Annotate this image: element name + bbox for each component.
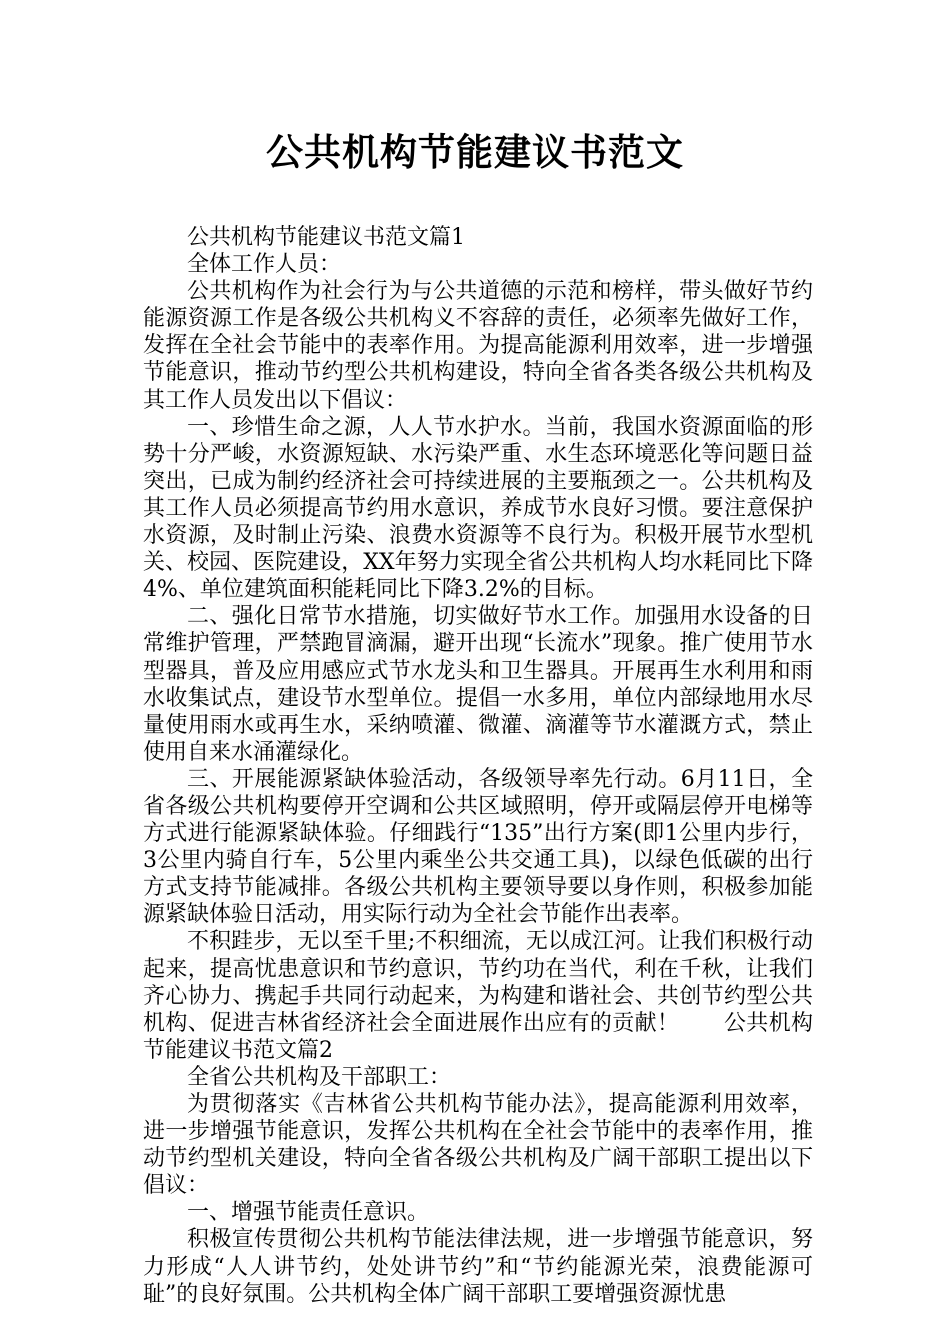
paragraph-intro-2: 为贯彻落实《吉林省公共机构节能办法》，提高能源利用效率，进一步增强节能意识，发挥公共机构在全社会节能中的表率作用，推动节约型机关建设，特向全省各级公共机构及广阔干部职工提出以下倡议：: [143, 1092, 813, 1199]
document-body: [143, 224, 813, 1308]
paragraph-closing-1: 不积跬步，无以至千里;不积细流，无以成江河。让我们积极行动起来，提高忧患意识和节约意识，节约功在当代，利在千秋，让我们齐心协力、携起手共同行动起来，为构建和谐社会、共创节约型公共机构、促进吉林省经济社会全面进展作出应有的贡献！ 公共机构节能建议书范文篇2: [143, 929, 813, 1063]
paragraph-point-heading-1: 一、增强节能责任意识。: [187, 1200, 430, 1226]
paragraph-point-3: 三、开展能源紧缺体验活动，各级领导率先行动。6月11日，全省各级公共机构要停开空调和公共区域照明，停开或隔层停开电梯等方式进行能源紧缺体验。仔细践行“135”出行方案(即1公里内步行，3公里内骑自行车，5公里内乘坐公共交通工具)，以绿色低碳的出行方式支持节能减排。各级公共机构主要领导要以身作则，积极参加能源紧缺体验日活动，用实际行动为全社会节能作出表率。: [143, 766, 813, 928]
paragraph-intro-1: 公共机构作为社会行为与公共道德的示范和榜样，带头做好节约能源资源工作是各级公共机构义不容辞的责任，必须率先做好工作，发挥在全社会节能中的表率作用。为提高能源利用效率，进一步增强节能意识，推动节约型公共机构建设，特向全省各类各级公共机构及其工作人员发出以下倡议：: [143, 279, 813, 413]
paragraph-point-2: 二、强化日常节水措施，切实做好节水工作。加强用水设备的日常维护管理，严禁跑冒滴漏，避开出现“长流水”现象。推广使用节水型器具，普及应用感应式节水龙头和卫生器具。开展再生水利用和雨水收集试点，建设节水型单位。提倡一水多用，单位内部绿地用水尽量使用雨水或再生水，采纳喷灌、微灌、滴灌等节水灌溉方式，禁止使用自来水涌灌绿化。: [143, 604, 813, 765]
paragraph-point-body-1: 积极宣传贯彻公共机构节能法律法规，进一步增强节能意识，努力形成“人人讲节约，处处讲节约”和“节约能源光荣，浪费能源可耻”的良好氛围。公共机构全体广阔干部职工要增强资源忧患: [143, 1227, 813, 1307]
paragraph-salutation-1: 全体工作人员：: [187, 252, 342, 278]
paragraph-salutation-2: 全省公共机构及干部职工：: [187, 1064, 452, 1090]
paragraph-section-heading-1: 公共机构节能建议书范文篇1: [187, 225, 465, 250]
paragraph-point-1: 一、珍惜生命之源，人人节水护水。当前，我国水资源面临的形势十分严峻，水资源短缺、水污染严重、水生态环境恶化等问题日益突出，已成为制约经济社会可持续进展的主要瓶颈之一。公共机构及其工作人员必须提高节约用水意识，养成节水良好习惯。要注意保护水资源，及时制止污染、浪费水资源等不良行为。积极开展节水型机关、校园、医院建设，XX年努力实现全省公共机构人均水耗同比下降4%、单位建筑面积能耗同比下降3.2%的目标。: [143, 414, 813, 603]
document-title: 公共机构节能建议书范文: [266, 130, 684, 174]
